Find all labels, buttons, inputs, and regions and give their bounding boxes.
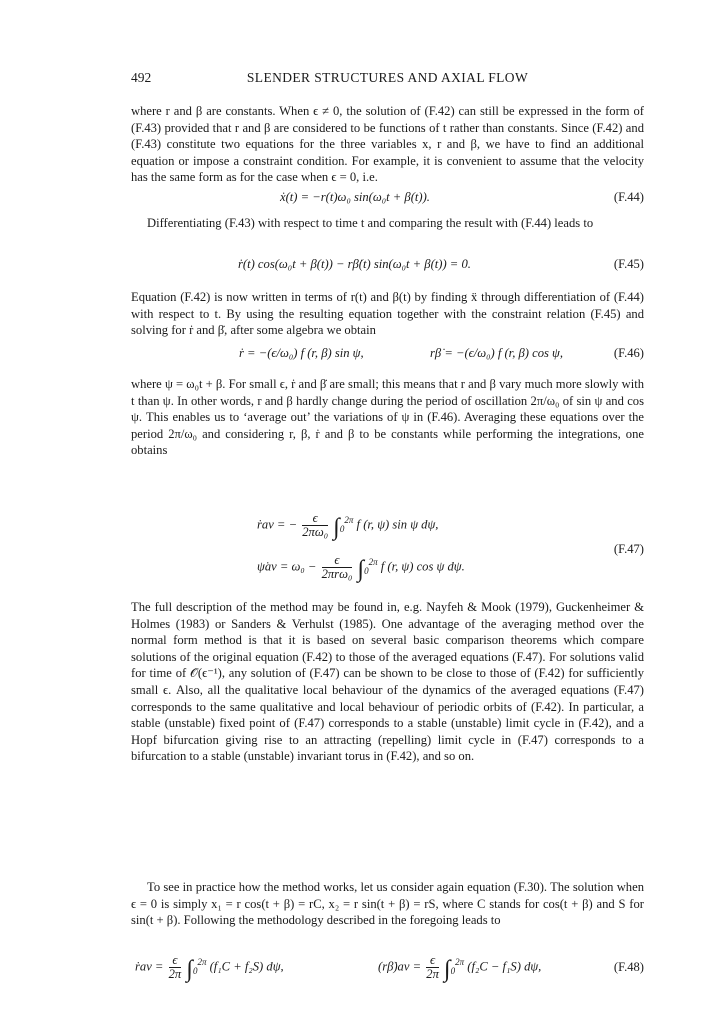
- f48-a-upper: 2π: [197, 957, 207, 968]
- running-head: SLENDER STRUCTURES AND AXIAL FLOW: [246, 70, 529, 85]
- f47-l2-lower: 0: [364, 565, 369, 576]
- f47-l2-den: 2πrω₀: [321, 567, 353, 581]
- paragraph-2: [131, 215, 644, 232]
- integral-sign: ∫: [186, 956, 193, 983]
- f47-l1-lhs: ṙav = −: [257, 517, 298, 532]
- f47-l2-lhs: ψ̇av = ω₀ −: [257, 559, 317, 574]
- f47-l2-fraction: [322, 554, 353, 581]
- equation-F48-label: (F.48): [613, 960, 644, 974]
- equation-F46-label: (F.46): [613, 346, 644, 360]
- f48-a-rhs: (f₁C + f₂S) dψ,: [209, 959, 284, 974]
- f48-a-lhs: ṙav =: [135, 959, 164, 974]
- paragraph-6-text: To see in practice how the method works, let us consider again equation (F.30). The solution when ϵ = 0 is simply x₁ = r cos(t + β) = rC, x₂ = r sin(t + β) = rS, where C stands for cos(t + β) and S for sin(t + β). Following the methodology described in the foregoing leads to: [131, 880, 644, 928]
- f47-l1-den: 2πω₀: [302, 525, 329, 539]
- equation-F46-left: ṙ = −(ϵ/ω₀) f (r, β) sin ψ,: [239, 346, 364, 360]
- f48-b-den: 2π: [426, 967, 439, 981]
- f48-a-lower: 0: [192, 965, 198, 976]
- page-number: 492: [131, 70, 152, 85]
- equation-F48-left: [135, 954, 284, 981]
- equation-F44-body: ẋ(t) = −r(t)ω₀ sin(ω₀t + β(t)).: [280, 190, 430, 204]
- equation-F44-label: (F.44): [613, 190, 644, 204]
- paragraph-5-text: The full description of the method may be found in, e.g. Nayfeh & Mook (1979), Guckenheimer & Holmes (1983) or Sanders & Verhulst (1985). One advantage of the averaging method over the normal form method is that it is based on several basic comparison theorems which compare solutions of the original equation (F.42) to those of the averaged equations (F.47). For solutions valid for time of 𝒪(ϵ⁻¹), any solution of (F.47) can be shown to be close to those of (F.42) for sufficiently small ϵ. Also, all the qualitative local behaviour of the dynamics of the averaged equations (F.47) corresponds to the same qualitative and local behaviour of periodic orbits of (F.42). In particular, a stable (unstable) fixed point of (F.47) corresponds to a stable (unstable) limit cycle in (F.42), and a Hopf bifurcation giving rise to an attracting (repelling) limit cycle in (F.47) corresponds to a bifurcation to a stable (unstable) invariant torus in (F.42), and so on.: [131, 600, 644, 764]
- f47-l2-upper: 2π: [368, 557, 378, 568]
- equation-F46-right: rβ̇ = −(ϵ/ω₀) f (r, β) cos ψ,: [430, 346, 564, 360]
- integral-sign: ∫: [333, 514, 340, 541]
- f48-b-upper: 2π: [455, 957, 465, 968]
- f47-l1-num: ϵ: [302, 512, 328, 526]
- f48-a-den: 2π: [168, 967, 182, 981]
- f48-b-fraction: [426, 954, 439, 981]
- paragraph-3-text: Equation (F.42) is now written in terms of r(t) and β(t) by finding ẍ through differentiation of (F.44) with respect to t. By using the resulting equation together with the constraint relation (F.45) and solving for ṙ and β̇, after some algebra we obtain: [131, 290, 644, 338]
- f47-l2-num: ϵ: [322, 554, 353, 568]
- equation-F48: [131, 948, 644, 988]
- integral-sign: ∫: [357, 556, 365, 583]
- paragraph-3: [131, 289, 644, 339]
- paragraph-6: [131, 879, 644, 929]
- f47-l1-lower: 0: [339, 523, 345, 534]
- paragraph-1: [131, 103, 644, 186]
- f47-l2-rhs: f (r, ψ) cos ψ dψ.: [380, 559, 465, 574]
- equation-F47-label: (F.47): [613, 542, 644, 556]
- f47-l1-fraction: [302, 512, 328, 539]
- paragraph-2-text: Differentiating (F.43) with respect to time t and comparing the result with (F.44) leads to: [147, 216, 594, 230]
- f48-b-lower: 0: [450, 965, 456, 976]
- equation-F48-right: [378, 954, 541, 981]
- paragraph-4: [131, 376, 644, 459]
- f47-l1-rhs: f (r, ψ) sin ψ dψ,: [356, 517, 439, 532]
- equation-F45-body: ṙ(t) cos(ω₀t + β(t)) − rβ̇(t) sin(ω₀t + β(t)) = 0.: [238, 257, 471, 271]
- equation-F45-label: (F.45): [613, 257, 644, 271]
- paragraph-1-text: where r and β are constants. When ϵ ≠ 0, the solution of (F.42) can still be expressed in the form of (F.43) provided that r and β are considered to be functions of t rather than constants. Since (F.42) and (F.43) constitute two equations for the three variables x, r and β, we have to find an additional equation or impose a constraint condition. For example, it is convenient to assume that the velocity has the same form as for the case when ϵ = 0, i.e.: [131, 104, 644, 185]
- f48-b-rhs: (f₂C − f₁S) dψ,: [467, 959, 542, 974]
- f48-a-fraction: [169, 954, 182, 981]
- f47-l1-upper: 2π: [344, 515, 354, 526]
- equation-F47-line-1: [257, 512, 438, 539]
- paragraph-4-text: where ψ = ω₀t + β. For small ϵ, ṙ and β̇ are small; this means that r and β vary much more slowly with t than ψ. In other words, r and β hardly change during the period of oscillation 2π/ω₀ of sin ψ and cos ψ. This enables us to ‘average out’ the variations of ψ in (F.46). Averaging these equations over the period 2π/ω₀ and considering r, β, ṙ and β to be constants while performing the integrations, one obtains: [131, 377, 644, 458]
- equation-F47-line-2: [257, 554, 465, 581]
- f48-b-lhs: (rβ̇)av =: [378, 959, 422, 974]
- page-header: [131, 70, 644, 90]
- integral-sign: ∫: [444, 956, 451, 983]
- paragraph-5: [131, 599, 644, 765]
- f48-b-num: ϵ: [426, 954, 439, 968]
- equation-F47: [131, 508, 644, 593]
- f48-a-num: ϵ: [169, 954, 182, 968]
